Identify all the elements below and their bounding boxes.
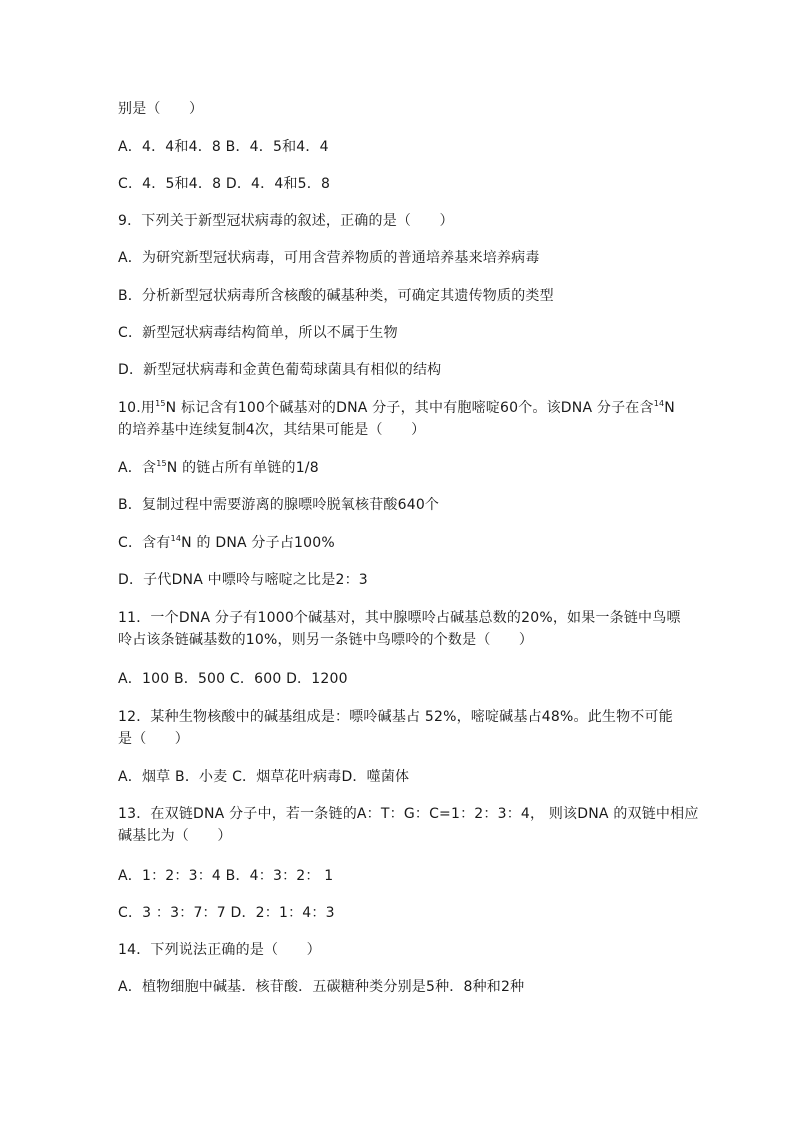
q10-option-d: D．子代DNA 中嘌呤与嘧啶之比是2：3	[118, 572, 368, 588]
q13-stem-line1: 13．在双链DNA 分子中，若一条链的A：T：G：C=1：2：3：4， 则该DNA 的双链中相应	[118, 806, 699, 822]
q8-options-ab: A．4．4和4．8 B．4．5和4．4	[118, 139, 329, 155]
q14-option-a: A．植物细胞中碱基．核苷酸．五碳糖种类分别是5种．8种和2种	[118, 979, 525, 995]
q9-option-d: D．新型冠状病毒和金黄色葡萄球菌具有相似的结构	[118, 362, 442, 378]
q9-option-a: A．为研究新型冠状病毒，可用含营养物质的普通培养基来培养病毒	[118, 250, 540, 266]
q13-options-ab: A．1：2：3：4 B．4：3：2： 1	[118, 868, 334, 884]
q10-stem-line2: 的培养基中连续复制4次，其结果可能是（ ）	[118, 422, 426, 438]
q9-stem: 9．下列关于新型冠状病毒的叙述，正确的是（ ）	[118, 213, 454, 229]
q10-stem-line1: 10.用$^{15}$N 标记含有100个碱基对的DNA 分子，其中有胞嘧啶60个。该DNA 分子在含$^{14}$N	[118, 399, 675, 416]
q12-stem-line1: 12．某种生物核酸中的碱基组成是：嘌呤碱基占 52%，嘧啶碱基占48%。此生物不可能	[118, 709, 673, 725]
q13-stem-line2: 碱基比为（ ）	[118, 828, 232, 844]
q8-stem-end: 别是（ ）	[118, 101, 204, 117]
q11-stem-line1: 11．一个DNA 分子有1000个碱基对，其中腺嘌呤占碱基总数的20%，如果一条链中鸟嘌	[118, 610, 681, 626]
q10-option-b: B．复制过程中需要游离的腺嘌呤脱氧核苷酸640个	[118, 497, 440, 513]
q12-options: A．烟草 B．小麦 C．烟草花叶病毒D．噬菌体	[118, 769, 410, 785]
q10-option-c: C．含有$^{14}$N 的 DNA 分子占100%	[118, 534, 335, 551]
q14-stem: 14．下列说法正确的是（ ）	[118, 942, 321, 958]
q9-option-c: C．新型冠状病毒结构简单，所以不属于生物	[118, 325, 398, 341]
q12-stem-line2: 是（ ）	[118, 731, 189, 747]
q8-options-cd: C．4．5和4．8 D．4．4和5．8	[118, 176, 331, 192]
q11-options: A．100 B．500 C．600 D．1200	[118, 671, 348, 687]
q11-stem-line2: 呤占该条链碱基数的10%，则另一条链中鸟嘌呤的个数是（ ）	[118, 632, 534, 648]
q10-option-a: A．含$^{15}$N 的链占所有单链的1/8	[118, 459, 319, 476]
q13-options-cd: C．3 ：3：7：7 D．2：1：4：3	[118, 905, 335, 921]
q9-option-b: B．分析新型冠状病毒所含核酸的碱基种类，可确定其遗传物质的类型	[118, 288, 554, 304]
